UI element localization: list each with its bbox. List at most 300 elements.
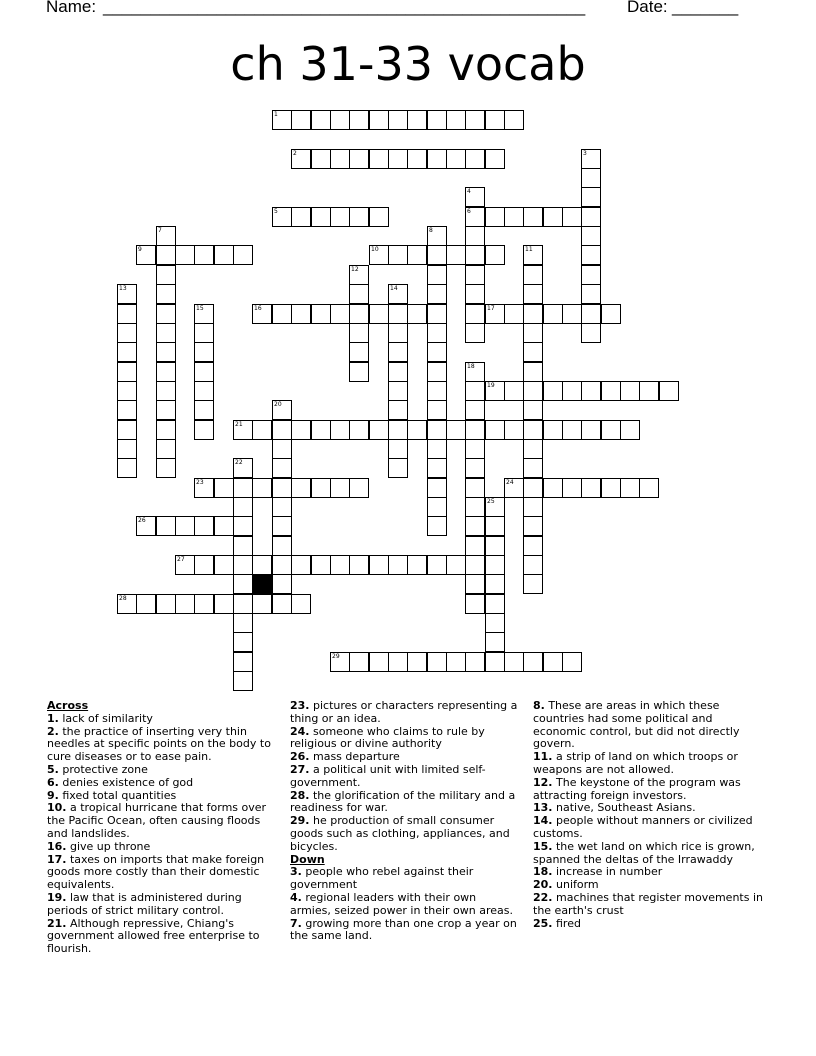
- grid-cell[interactable]: [465, 458, 485, 478]
- cell-number: 9: [138, 246, 142, 253]
- grid-cell[interactable]: [388, 284, 408, 304]
- grid-black-cell: [252, 574, 272, 594]
- grid-cell[interactable]: [388, 110, 408, 130]
- clue-item: [290, 892, 520, 918]
- grid-cell[interactable]: [465, 574, 485, 594]
- grid-cell[interactable]: [523, 536, 543, 556]
- grid-cell[interactable]: [291, 110, 311, 130]
- grid-cell[interactable]: [369, 555, 389, 575]
- grid-cell[interactable]: [311, 478, 331, 498]
- grid-cell[interactable]: [446, 149, 466, 169]
- grid-cell[interactable]: [485, 516, 505, 536]
- grid-cell[interactable]: [465, 226, 485, 246]
- grid-cell[interactable]: [233, 478, 253, 498]
- grid-cell[interactable]: [156, 342, 176, 362]
- grid-cell[interactable]: [194, 362, 214, 382]
- grid-cell[interactable]: [194, 516, 214, 536]
- grid-cell[interactable]: [175, 245, 195, 265]
- grid-cell[interactable]: [388, 245, 408, 265]
- grid-cell[interactable]: [156, 516, 176, 536]
- grid-cell[interactable]: [156, 284, 176, 304]
- grid-cell[interactable]: [620, 420, 640, 440]
- grid-cell[interactable]: [523, 323, 543, 343]
- grid-cell[interactable]: [136, 516, 156, 536]
- grid-cell[interactable]: [427, 497, 447, 517]
- grid-cell[interactable]: [349, 110, 369, 130]
- grid-cell[interactable]: [446, 110, 466, 130]
- grid-cell[interactable]: [214, 555, 234, 575]
- grid-cell[interactable]: [562, 207, 582, 227]
- grid-cell[interactable]: [233, 245, 253, 265]
- grid-cell[interactable]: [427, 110, 447, 130]
- grid-cell[interactable]: [407, 652, 427, 672]
- grid-cell[interactable]: [407, 110, 427, 130]
- grid-cell[interactable]: [272, 536, 292, 556]
- grid-cell[interactable]: [601, 478, 621, 498]
- grid-cell[interactable]: [369, 207, 389, 227]
- grid-cell[interactable]: [504, 381, 524, 401]
- grid-cell[interactable]: [485, 420, 505, 440]
- grid-cell[interactable]: [369, 420, 389, 440]
- clue-item: [533, 841, 768, 867]
- clue-text: growing more than one crop a year on the same land.: [290, 916, 517, 943]
- grid-cell[interactable]: [465, 265, 485, 285]
- grid-cell[interactable]: [562, 304, 582, 324]
- grid-cell[interactable]: [233, 632, 253, 652]
- grid-cell[interactable]: [156, 439, 176, 459]
- grid-cell[interactable]: [117, 594, 137, 614]
- grid-cell[interactable]: [581, 245, 601, 265]
- grid-cell[interactable]: [330, 304, 350, 324]
- grid-cell[interactable]: [523, 439, 543, 459]
- grid-cell[interactable]: [291, 478, 311, 498]
- grid-cell[interactable]: [485, 381, 505, 401]
- grid-cell[interactable]: [523, 304, 543, 324]
- grid-cell[interactable]: [581, 168, 601, 188]
- grid-cell[interactable]: [272, 555, 292, 575]
- grid-cell[interactable]: [446, 420, 466, 440]
- grid-cell[interactable]: [523, 458, 543, 478]
- grid-cell[interactable]: [427, 149, 447, 169]
- grid-cell[interactable]: [117, 381, 137, 401]
- grid-cell[interactable]: [504, 478, 524, 498]
- grid-cell[interactable]: [233, 613, 253, 633]
- grid-cell[interactable]: [427, 381, 447, 401]
- grid-cell[interactable]: [427, 284, 447, 304]
- grid-cell[interactable]: [465, 284, 485, 304]
- grid-cell[interactable]: [156, 420, 176, 440]
- grid-cell[interactable]: [523, 342, 543, 362]
- grid-cell[interactable]: [581, 226, 601, 246]
- grid-cell[interactable]: [446, 245, 466, 265]
- grid-cell[interactable]: [117, 458, 137, 478]
- name-field[interactable]: ___________________________________________________: [103, 0, 586, 16]
- grid-cell[interactable]: [523, 497, 543, 517]
- grid-cell[interactable]: [117, 342, 137, 362]
- grid-cell[interactable]: [523, 652, 543, 672]
- grid-cell[interactable]: [233, 652, 253, 672]
- grid-cell[interactable]: [117, 284, 137, 304]
- grid-cell[interactable]: [330, 652, 350, 672]
- grid-cell[interactable]: [117, 323, 137, 343]
- cell-number: 18: [467, 363, 475, 370]
- grid-cell[interactable]: [349, 304, 369, 324]
- grid-cell[interactable]: [427, 342, 447, 362]
- grid-cell[interactable]: [175, 516, 195, 536]
- grid-cell[interactable]: [136, 245, 156, 265]
- grid-cell[interactable]: [291, 420, 311, 440]
- grid-cell[interactable]: [369, 149, 389, 169]
- grid-cell[interactable]: [427, 226, 447, 246]
- grid-cell[interactable]: [581, 149, 601, 169]
- grid-cell[interactable]: [272, 207, 292, 227]
- grid-cell[interactable]: [214, 478, 234, 498]
- grid-cell[interactable]: [485, 652, 505, 672]
- grid-cell[interactable]: [659, 381, 679, 401]
- grid-cell[interactable]: [272, 458, 292, 478]
- grid-cell[interactable]: [272, 516, 292, 536]
- grid-cell[interactable]: [388, 342, 408, 362]
- grid-cell[interactable]: [446, 555, 466, 575]
- grid-cell[interactable]: [214, 516, 234, 536]
- grid-cell[interactable]: [543, 381, 563, 401]
- grid-cell[interactable]: [291, 149, 311, 169]
- grid-cell[interactable]: [194, 594, 214, 614]
- grid-cell[interactable]: [369, 304, 389, 324]
- grid-cell[interactable]: [504, 652, 524, 672]
- grid-cell[interactable]: [117, 362, 137, 382]
- grid-cell[interactable]: [485, 613, 505, 633]
- grid-cell[interactable]: [427, 265, 447, 285]
- grid-cell[interactable]: [543, 304, 563, 324]
- grid-cell[interactable]: [465, 652, 485, 672]
- grid-cell[interactable]: [601, 381, 621, 401]
- grid-cell[interactable]: [175, 555, 195, 575]
- grid-cell[interactable]: [504, 420, 524, 440]
- grid-cell[interactable]: [349, 323, 369, 343]
- grid-cell[interactable]: [485, 245, 505, 265]
- grid-cell[interactable]: [388, 304, 408, 324]
- grid-cell[interactable]: [369, 652, 389, 672]
- grid-cell[interactable]: [465, 400, 485, 420]
- grid-cell[interactable]: [156, 226, 176, 246]
- grid-cell[interactable]: [388, 439, 408, 459]
- clue-number: 20.: [533, 878, 553, 892]
- grid-cell[interactable]: [465, 381, 485, 401]
- grid-cell[interactable]: [581, 284, 601, 304]
- grid-cell[interactable]: [272, 594, 292, 614]
- grid-cell[interactable]: [465, 439, 485, 459]
- grid-cell[interactable]: [272, 439, 292, 459]
- grid-cell[interactable]: [349, 362, 369, 382]
- grid-cell[interactable]: [465, 516, 485, 536]
- clue-number: 11.: [533, 750, 553, 764]
- grid-cell[interactable]: [465, 207, 485, 227]
- cell-number: 29: [332, 653, 340, 660]
- grid-cell[interactable]: [272, 400, 292, 420]
- grid-cell[interactable]: [427, 420, 447, 440]
- grid-cell[interactable]: [485, 632, 505, 652]
- grid-cell[interactable]: [214, 594, 234, 614]
- grid-cell[interactable]: [233, 497, 253, 517]
- grid-cell[interactable]: [349, 478, 369, 498]
- grid-cell[interactable]: [427, 362, 447, 382]
- grid-cell[interactable]: [156, 458, 176, 478]
- grid-cell[interactable]: [117, 439, 137, 459]
- grid-cell[interactable]: [311, 304, 331, 324]
- grid-cell[interactable]: [523, 420, 543, 440]
- grid-cell[interactable]: [156, 304, 176, 324]
- grid-cell[interactable]: [407, 245, 427, 265]
- grid-cell[interactable]: [330, 149, 350, 169]
- grid-cell[interactable]: [446, 652, 466, 672]
- grid-cell[interactable]: [427, 478, 447, 498]
- grid-cell[interactable]: [233, 516, 253, 536]
- grid-cell[interactable]: [407, 420, 427, 440]
- grid-cell[interactable]: [465, 536, 485, 556]
- grid-cell[interactable]: [485, 594, 505, 614]
- grid-cell[interactable]: [272, 497, 292, 517]
- grid-cell[interactable]: [504, 110, 524, 130]
- grid-cell[interactable]: [543, 420, 563, 440]
- grid-cell[interactable]: [485, 555, 505, 575]
- grid-cell[interactable]: [252, 420, 272, 440]
- grid-cell[interactable]: [543, 652, 563, 672]
- grid-cell[interactable]: [388, 555, 408, 575]
- grid-cell[interactable]: [388, 458, 408, 478]
- grid-cell[interactable]: [543, 478, 563, 498]
- grid-cell[interactable]: [485, 110, 505, 130]
- grid-cell[interactable]: [601, 304, 621, 324]
- grid-cell[interactable]: [330, 207, 350, 227]
- grid-cell[interactable]: [639, 381, 659, 401]
- grid-cell[interactable]: [581, 207, 601, 227]
- grid-cell[interactable]: [465, 323, 485, 343]
- grid-cell[interactable]: [562, 381, 582, 401]
- grid-cell[interactable]: [233, 420, 253, 440]
- grid-cell[interactable]: [562, 420, 582, 440]
- grid-cell[interactable]: [427, 400, 447, 420]
- grid-cell[interactable]: [311, 149, 331, 169]
- grid-cell[interactable]: [465, 555, 485, 575]
- grid-cell[interactable]: [156, 400, 176, 420]
- grid-cell[interactable]: [117, 400, 137, 420]
- grid-cell[interactable]: [194, 245, 214, 265]
- grid-cell[interactable]: [523, 265, 543, 285]
- grid-cell[interactable]: [272, 420, 292, 440]
- grid-cell[interactable]: [291, 594, 311, 614]
- grid-cell[interactable]: [156, 265, 176, 285]
- grid-cell[interactable]: [581, 187, 601, 207]
- grid-cell[interactable]: [311, 420, 331, 440]
- grid-cell[interactable]: [233, 574, 253, 594]
- grid-cell[interactable]: [485, 536, 505, 556]
- grid-cell[interactable]: [272, 304, 292, 324]
- grid-cell[interactable]: [194, 478, 214, 498]
- grid-cell[interactable]: [252, 304, 272, 324]
- grid-cell[interactable]: [252, 594, 272, 614]
- grid-cell[interactable]: [252, 478, 272, 498]
- grid-cell[interactable]: [369, 110, 389, 130]
- grid-cell[interactable]: [156, 362, 176, 382]
- grid-cell[interactable]: [523, 574, 543, 594]
- grid-cell[interactable]: [272, 110, 292, 130]
- date-field[interactable]: _______: [672, 0, 739, 16]
- grid-cell[interactable]: [523, 555, 543, 575]
- grid-cell[interactable]: [194, 400, 214, 420]
- grid-cell[interactable]: [485, 149, 505, 169]
- grid-cell[interactable]: [427, 516, 447, 536]
- clue-number: 17.: [47, 852, 67, 866]
- grid-cell[interactable]: [465, 110, 485, 130]
- grid-cell[interactable]: [465, 304, 485, 324]
- grid-cell[interactable]: [311, 207, 331, 227]
- grid-cell[interactable]: [194, 381, 214, 401]
- grid-cell[interactable]: [465, 594, 485, 614]
- grid-cell[interactable]: [427, 652, 447, 672]
- grid-cell[interactable]: [523, 245, 543, 265]
- grid-cell[interactable]: [349, 265, 369, 285]
- cell-number: 21: [235, 421, 243, 428]
- grid-cell[interactable]: [291, 304, 311, 324]
- grid-cell[interactable]: [291, 555, 311, 575]
- grid-cell[interactable]: [194, 304, 214, 324]
- grid-cell[interactable]: [330, 110, 350, 130]
- grid-cell[interactable]: [504, 304, 524, 324]
- grid-cell[interactable]: [562, 652, 582, 672]
- clue-item: [533, 918, 768, 931]
- grid-cell[interactable]: [639, 478, 659, 498]
- grid-cell[interactable]: [349, 149, 369, 169]
- grid-cell[interactable]: [388, 323, 408, 343]
- grid-cell[interactable]: [427, 304, 447, 324]
- grid-cell[interactable]: [465, 187, 485, 207]
- grid-cell[interactable]: [485, 304, 505, 324]
- grid-cell[interactable]: [562, 478, 582, 498]
- grid-cell[interactable]: [465, 497, 485, 517]
- grid-cell[interactable]: [601, 420, 621, 440]
- grid-cell[interactable]: [523, 284, 543, 304]
- grid-cell[interactable]: [523, 207, 543, 227]
- grid-cell[interactable]: [427, 439, 447, 459]
- grid-cell[interactable]: [349, 555, 369, 575]
- grid-cell[interactable]: [388, 149, 408, 169]
- grid-cell[interactable]: [117, 420, 137, 440]
- grid-cell[interactable]: [485, 207, 505, 227]
- grid-cell[interactable]: [465, 149, 485, 169]
- clue-number: 28.: [290, 788, 310, 802]
- grid-cell[interactable]: [620, 381, 640, 401]
- grid-cell[interactable]: [233, 555, 253, 575]
- grid-cell[interactable]: [214, 245, 234, 265]
- grid-cell[interactable]: [136, 594, 156, 614]
- grid-cell[interactable]: [272, 574, 292, 594]
- grid-cell[interactable]: [272, 478, 292, 498]
- grid-cell[interactable]: [291, 207, 311, 227]
- grid-cell[interactable]: [427, 245, 447, 265]
- grid-cell[interactable]: [117, 304, 137, 324]
- cell-number: 8: [429, 227, 433, 234]
- grid-cell[interactable]: [252, 555, 272, 575]
- grid-cell[interactable]: [194, 555, 214, 575]
- grid-cell[interactable]: [504, 207, 524, 227]
- grid-cell[interactable]: [311, 110, 331, 130]
- cell-number: 19: [487, 382, 495, 389]
- grid-cell[interactable]: [465, 245, 485, 265]
- grid-cell[interactable]: [485, 497, 505, 517]
- grid-cell[interactable]: [523, 362, 543, 382]
- grid-cell[interactable]: [581, 304, 601, 324]
- cell-number: 7: [158, 227, 162, 234]
- grid-cell[interactable]: [543, 207, 563, 227]
- grid-cell[interactable]: [581, 323, 601, 343]
- clue-number: 18.: [533, 865, 553, 879]
- grid-cell[interactable]: [465, 478, 485, 498]
- grid-cell[interactable]: [156, 381, 176, 401]
- grid-cell[interactable]: [407, 555, 427, 575]
- grid-cell[interactable]: [388, 652, 408, 672]
- grid-cell[interactable]: [156, 245, 176, 265]
- grid-cell[interactable]: [465, 362, 485, 382]
- grid-cell[interactable]: [581, 381, 601, 401]
- grid-cell[interactable]: [581, 265, 601, 285]
- grid-cell[interactable]: [427, 323, 447, 343]
- grid-cell[interactable]: [349, 284, 369, 304]
- grid-cell[interactable]: [194, 342, 214, 362]
- grid-cell[interactable]: [311, 555, 331, 575]
- grid-cell[interactable]: [620, 478, 640, 498]
- grid-cell[interactable]: [369, 245, 389, 265]
- clue-text: native, Southeast Asians.: [552, 801, 696, 815]
- grid-cell[interactable]: [388, 381, 408, 401]
- grid-cell[interactable]: [349, 207, 369, 227]
- grid-cell[interactable]: [485, 574, 505, 594]
- grid-cell[interactable]: [581, 478, 601, 498]
- grid-cell[interactable]: [156, 594, 176, 614]
- grid-cell[interactable]: [194, 323, 214, 343]
- grid-cell[interactable]: [175, 594, 195, 614]
- grid-cell[interactable]: [349, 342, 369, 362]
- clue-item: [533, 777, 768, 803]
- clue-text: lack of similarity: [58, 711, 153, 725]
- grid-cell[interactable]: [349, 420, 369, 440]
- grid-cell[interactable]: [388, 420, 408, 440]
- clue-text: protective zone: [58, 762, 148, 776]
- grid-cell[interactable]: [388, 400, 408, 420]
- grid-cell[interactable]: [349, 652, 369, 672]
- grid-cell[interactable]: [388, 362, 408, 382]
- grid-cell[interactable]: [233, 458, 253, 478]
- grid-cell[interactable]: [427, 555, 447, 575]
- grid-cell[interactable]: [330, 420, 350, 440]
- grid-cell[interactable]: [427, 458, 447, 478]
- grid-cell[interactable]: [233, 594, 253, 614]
- grid-cell[interactable]: [523, 381, 543, 401]
- grid-cell[interactable]: [194, 420, 214, 440]
- grid-cell[interactable]: [330, 555, 350, 575]
- grid-cell[interactable]: [233, 536, 253, 556]
- grid-cell[interactable]: [523, 478, 543, 498]
- grid-cell[interactable]: [407, 304, 427, 324]
- grid-cell[interactable]: [407, 149, 427, 169]
- grid-cell[interactable]: [330, 478, 350, 498]
- grid-cell[interactable]: [581, 420, 601, 440]
- grid-cell[interactable]: [233, 671, 253, 691]
- grid-cell[interactable]: [523, 400, 543, 420]
- grid-cell[interactable]: [523, 516, 543, 536]
- grid-cell[interactable]: [465, 420, 485, 440]
- grid-cell[interactable]: [156, 323, 176, 343]
